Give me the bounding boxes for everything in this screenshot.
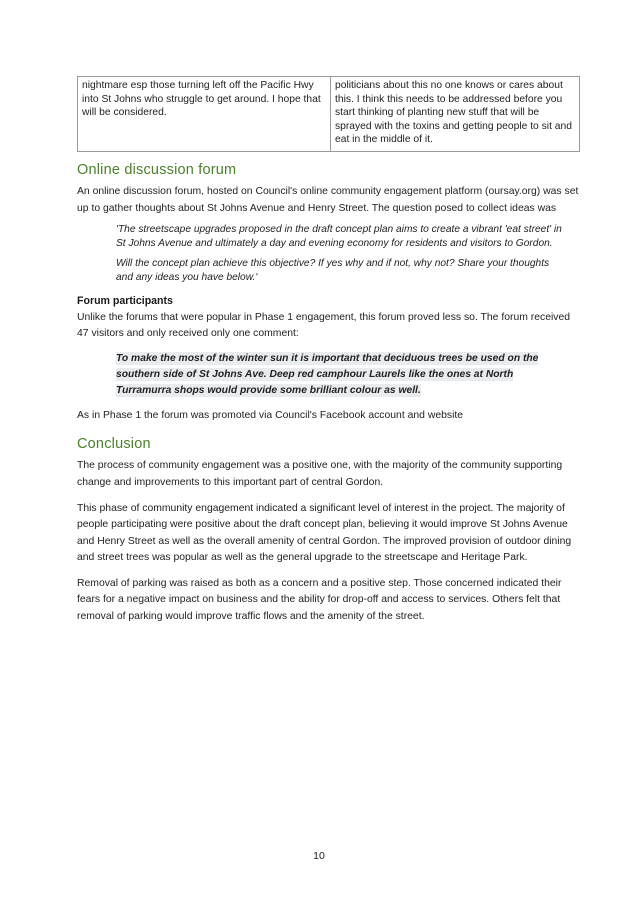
- highlighted-comment-text: To make the most of the winter sun it is important that deciduous trees be used on the southern side of St Johns Ave. Deep red camphour Laurels like the ones at North Turramurra shops would provide some brilliant colour as well.: [116, 352, 539, 396]
- table-cell-left: nightmare esp those turning left off the Pacific Hwy into St Johns who struggle to get around. I hope that will be considered.: [78, 77, 331, 152]
- conclusion-paragraph-2: This phase of community engagement indicated a significant level of interest in the project. The majority of people participating were positive about the draft concept plan, believing it would improve St Johns Avenue and Henry Street as well as the overall amenity of central Gordon. The improved provision of outdoor dining and street trees was popular as well as the general upgrade to the streetscape and Heritage Park.: [77, 502, 572, 564]
- subheading-forum-participants: Forum participants: [77, 294, 173, 307]
- table-cell-right: politicians about this no one knows or cares about this. I think this needs to be addressed before you start thinking of planting new stuff that will be sprayed with the toxins and getting people to sit and eat in the middle of it.: [331, 77, 580, 152]
- section-heading-conclusion: Conclusion: [77, 436, 151, 453]
- highlighted-comment: [116, 351, 566, 399]
- table-row: [78, 77, 580, 152]
- page-number: 10: [313, 850, 325, 862]
- forum-intro-paragraph: An online discussion forum, hosted on Council's online community engagement platform (oursay.org) was set up to gather thoughts about St Johns Avenue and Henry Street. The question posed to collect ideas was: [77, 185, 579, 214]
- conclusion-paragraph-3: Removal of parking was raised as both as a concern and a positive step. Those concerned indicated their fears for a negative impact on business and the ability for drop-off and access to services. Others felt that removal of parking would improve traffic flows and the amenity of the street.: [77, 577, 562, 623]
- conclusion-paragraph-1: The process of community engagement was a positive one, with the majority of the community supporting change and improvements to this important part of central Gordon.: [77, 460, 563, 488]
- document-page: [77, 76, 580, 626]
- quote-paragraph-2: Will the concept plan achieve this objective? If yes why and if not, why not? Share your thoughts and any ideas you have below.': [116, 258, 550, 283]
- promotion-paragraph: As in Phase 1 the forum was promoted via Council's Facebook account and website: [77, 409, 464, 421]
- participants-paragraph: Unlike the forums that were popular in Phase 1 engagement, this forum proved less so. The forum received 47 visitors and only received only one comment:: [77, 311, 571, 340]
- section-heading-online-forum: Online discussion forum: [77, 161, 237, 178]
- comments-table: [77, 76, 580, 152]
- quote-paragraph-1: 'The streetscape upgrades proposed in the draft concept plan aims to create a vibrant 'eat street' in St Johns Avenue and ultimately a day and evening economy for residents and visitors to Gordon.: [116, 224, 562, 249]
- forum-question-quote: [116, 223, 566, 284]
